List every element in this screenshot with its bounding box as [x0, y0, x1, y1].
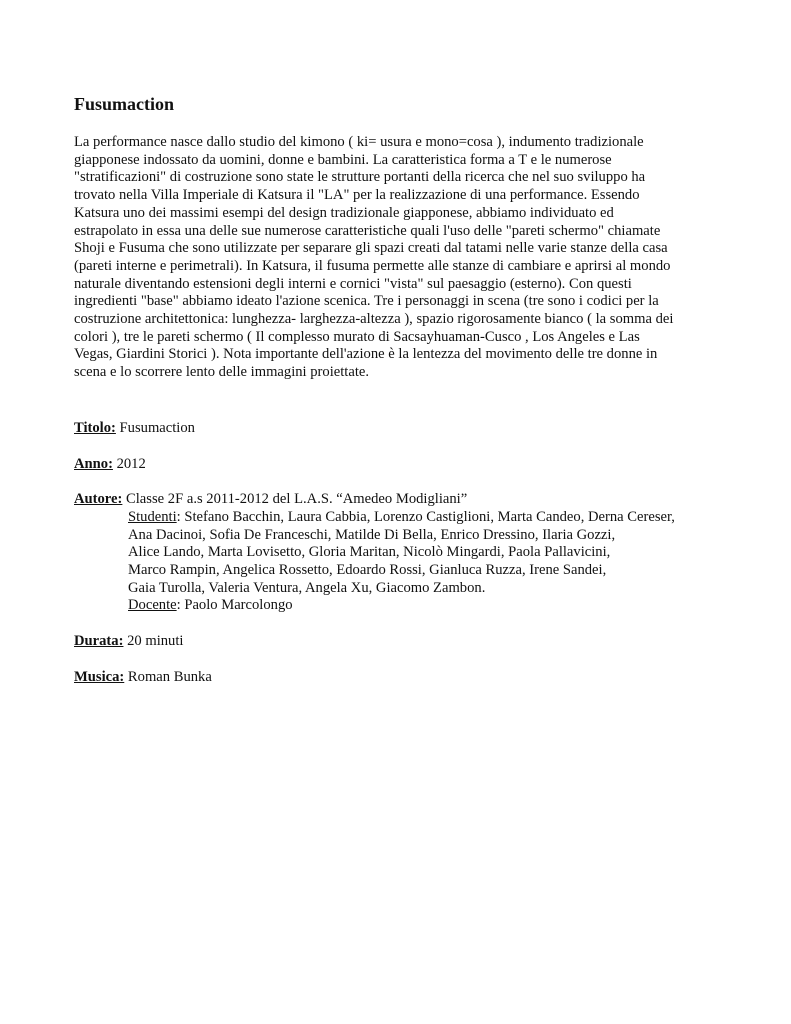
- paragraph-line: giapponese indossato da uomini, donne e bambini. La caratteristica forma a T e le numerose: [74, 151, 612, 168]
- paragraph-line: Shoji e Fusuma che sono utilizzate per separare gli spazi creati dal tatami nelle varie stanze della casa: [74, 240, 668, 257]
- paragraph-line: Vegas, Giardini Storici ). Nota importante dell'azione è la lentezza del movimento delle tre donne in: [74, 346, 658, 363]
- description-paragraph: [74, 134, 719, 382]
- paragraph-line: "stratificazioni" di costruzione sono state le strutture portanti della ricerca che nel suo sviluppo ha: [74, 169, 646, 186]
- studenti-label: Studenti: [128, 508, 177, 525]
- autore-line: [74, 491, 719, 509]
- studenti-block: [74, 509, 719, 615]
- durata-label: Durata:: [74, 633, 124, 650]
- studenti-line: Marco Rampin, Angelica Rossetto, Edoardo Rossi, Gianluca Ruzza, Irene Sandei,: [128, 562, 607, 579]
- studenti-names: : Stefano Bacchin, Laura Cabbia, Lorenzo Castiglioni, Marta Candeo, Derna Cereser,: [176, 508, 675, 525]
- studenti-line: Ana Dacinoi, Sofia De Franceschi, Matilde Di Bella, Enrico Dressino, Ilaria Gozzi,: [128, 526, 616, 543]
- paragraph-line: ingredienti "base" abbiamo ideato l'azione scenica. Tre i personaggi in scena (tre sono i codici per la: [74, 293, 659, 310]
- titolo-value: Fusumaction: [115, 419, 195, 436]
- autore-value: Classe 2F a.s 2011-2012 del L.A.S. “Amedeo Modigliani”: [122, 491, 468, 508]
- docente-line: [128, 597, 719, 615]
- studenti-line: [128, 509, 719, 527]
- paragraph-line: costruzione architettonica: lunghezza- larghezza-altezza ), spazio rigorosamente bianco ( la somma dei: [74, 311, 674, 328]
- musica-value: Roman Bunka: [124, 668, 212, 685]
- field-durata: [74, 633, 719, 651]
- anno-value: 2012: [112, 455, 146, 472]
- paragraph-line: Katsura uno dei massimi esempi del design tradizionale giapponese, abbiamo individuato ed: [74, 204, 614, 221]
- studenti-line: Gaia Turolla, Valeria Ventura, Angela Xu, Giacomo Zambon.: [128, 579, 486, 596]
- field-titolo: [74, 420, 719, 438]
- paragraph-line: naturale diventando estensioni degli interni e cornici "vista" sul paesaggio (esterno). Con questi: [74, 275, 632, 292]
- paragraph-line: colori ), tre le pareti schermo ( Il complesso murato di Sacsayhuaman-Cusco , Los Angeles e Las: [74, 328, 640, 345]
- docente-value: : Paolo Marcolongo: [176, 597, 293, 614]
- studenti-line: Alice Lando, Marta Lovisetto, Gloria Maritan, Nicolò Mingardi, Paola Pallavicini,: [128, 544, 611, 561]
- durata-value: 20 minuti: [123, 633, 184, 650]
- musica-label: Musica:: [74, 668, 125, 685]
- field-anno: [74, 456, 719, 474]
- paragraph-line: La performance nasce dallo studio del kimono ( ki= usura e mono=cosa ), indumento tradizionale: [74, 134, 644, 150]
- field-musica: [74, 669, 719, 687]
- field-autore: [74, 491, 719, 615]
- docente-label: Docente: [128, 597, 177, 614]
- document-title: Fusumaction: [74, 94, 175, 114]
- document-page: [74, 92, 719, 687]
- titolo-label: Titolo:: [74, 419, 116, 436]
- anno-label: Anno:: [74, 455, 113, 472]
- paragraph-line: (pareti interne e perimetrali). In Katsura, il fusuma permette alle stanze di cambiare e aprirsi al mondo: [74, 257, 671, 274]
- paragraph-line: scena e lo scorrere lento delle immagini proiettate.: [74, 364, 369, 381]
- paragraph-line: trovato nella Villa Imperiale di Katsura il "LA" per la realizzazione di una performance. Essendo: [74, 187, 640, 204]
- autore-label: Autore:: [74, 491, 123, 508]
- paragraph-line: estrapolato in essa una delle sue numerose caratteristiche quali l'uso delle "pareti schermo" chiamate: [74, 222, 661, 239]
